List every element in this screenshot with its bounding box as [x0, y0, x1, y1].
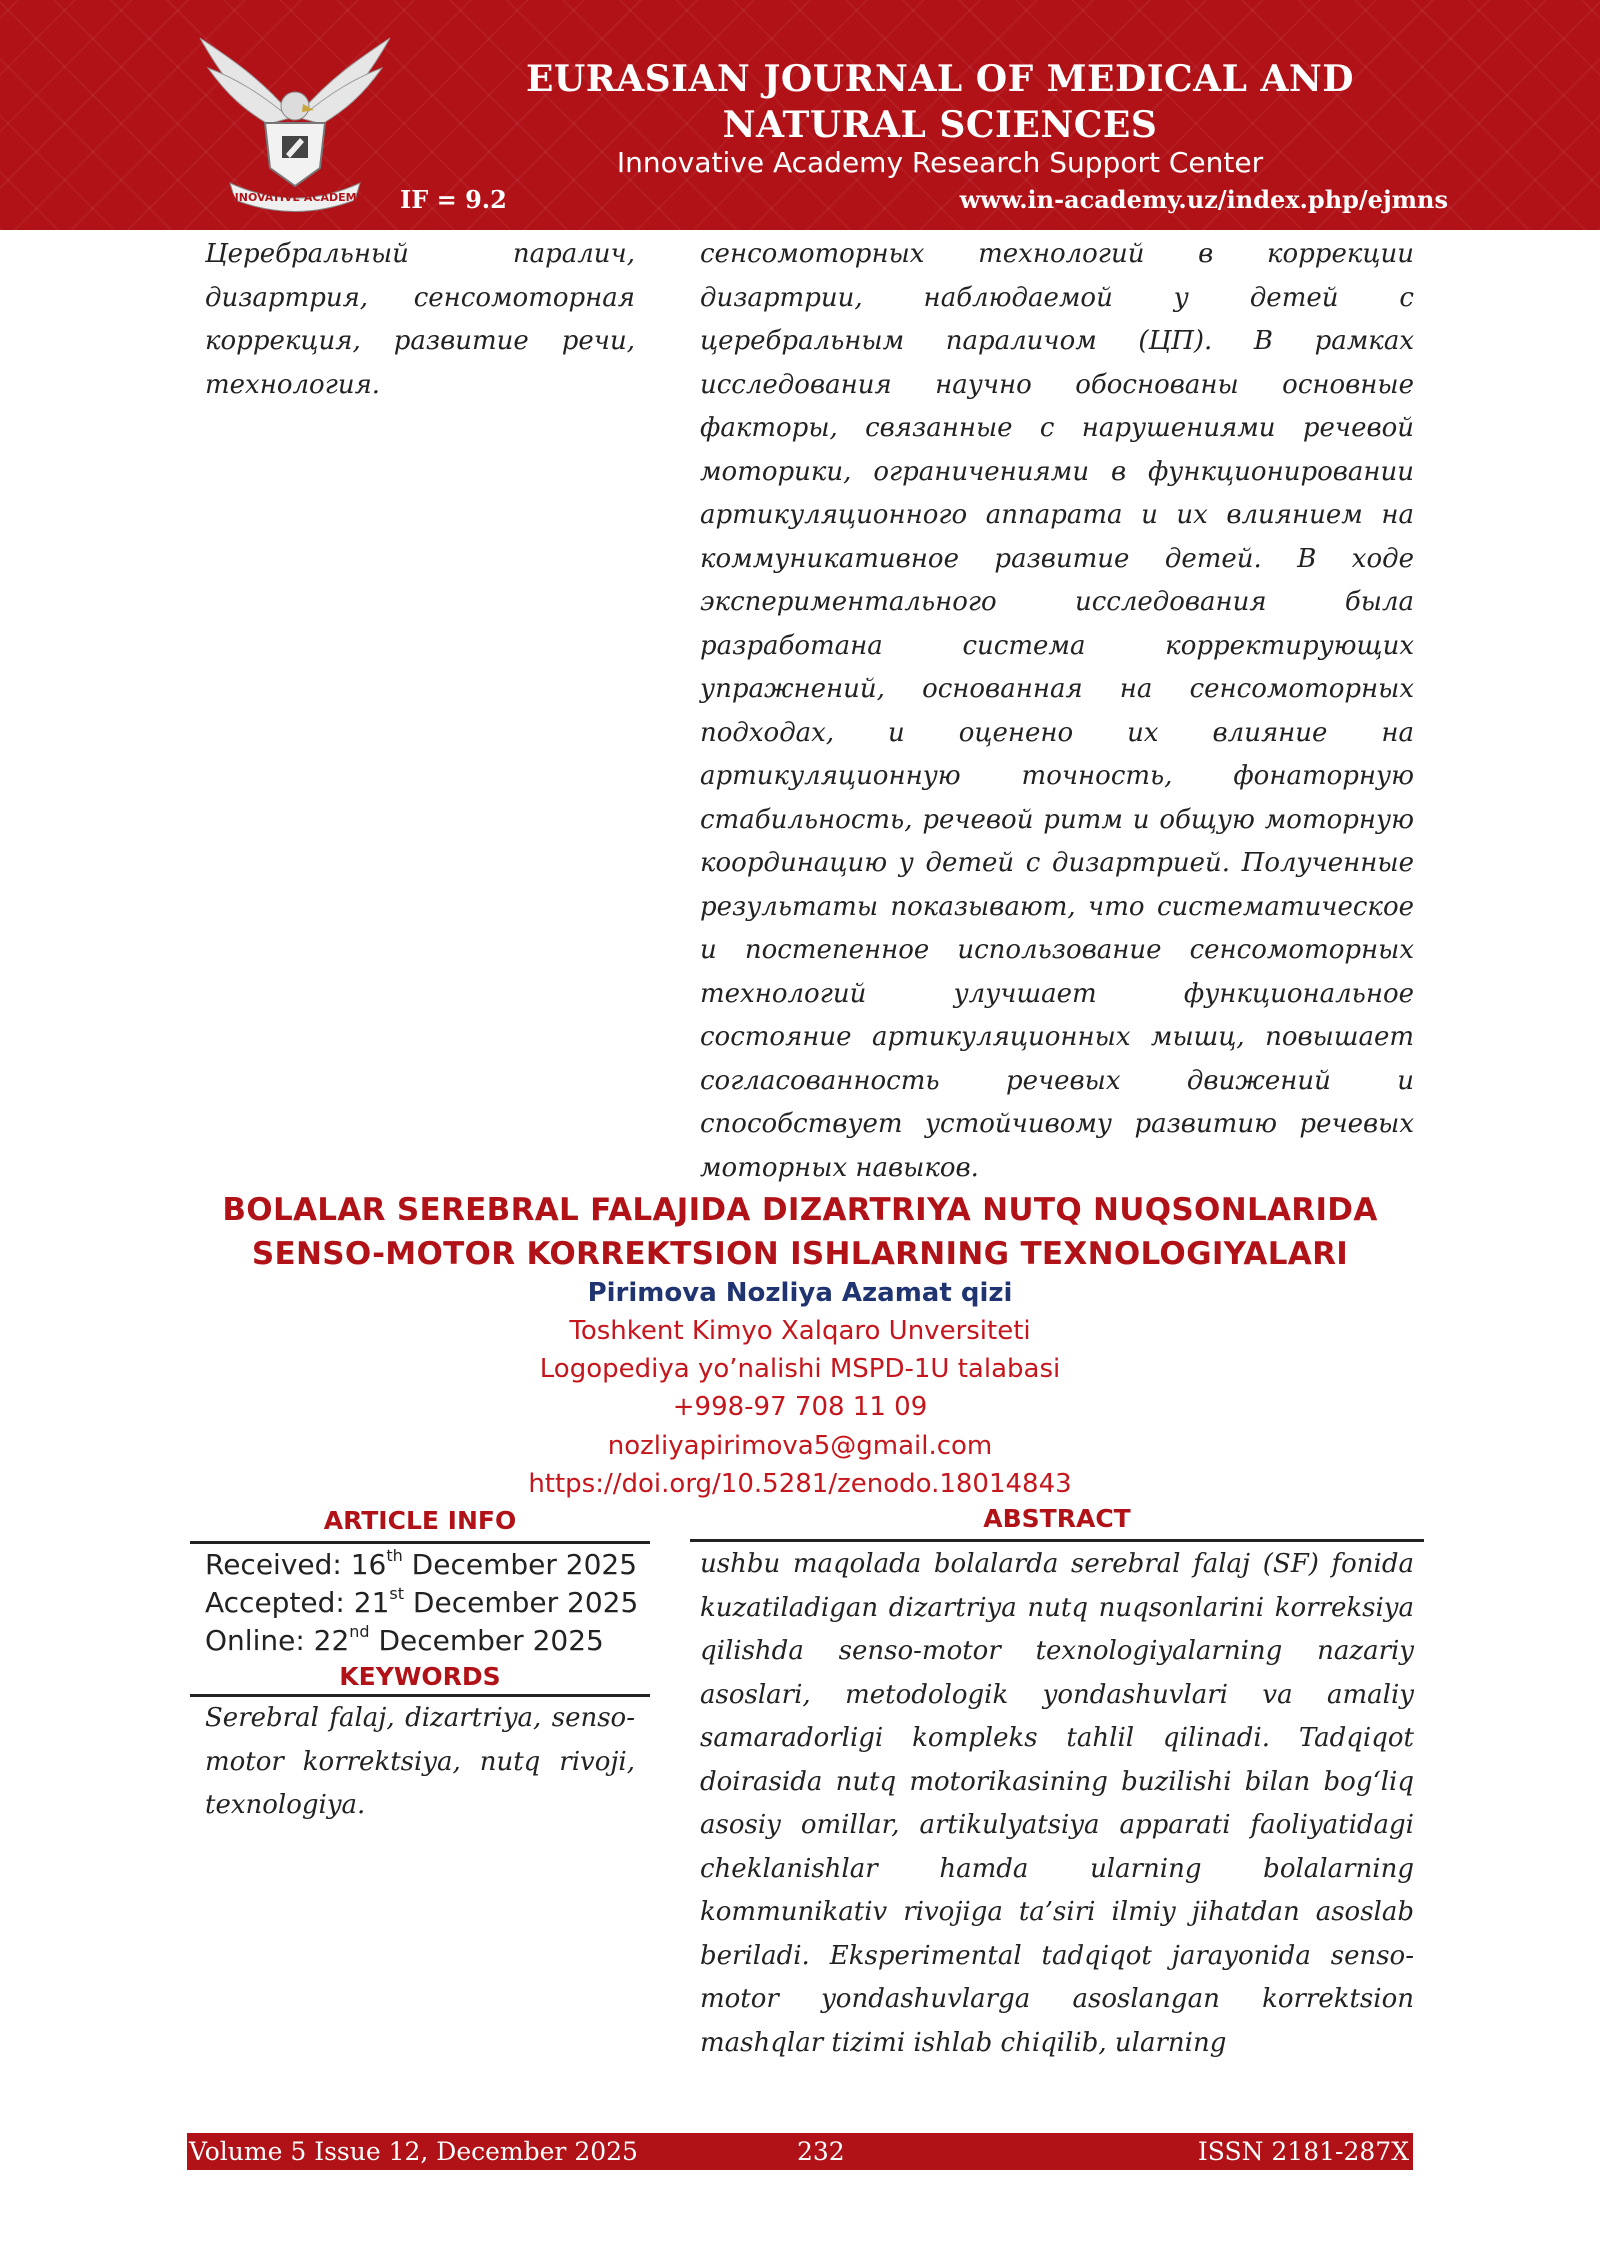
footer-page-number: 232 [797, 2137, 845, 2166]
article-info-rule [190, 1541, 650, 1544]
online-date: Online: 22nd December 2025 [205, 1622, 604, 1657]
author-program: Logopediya yo’nalishi MSPD-1U talabasi [539, 1354, 1061, 1384]
footer-issn: ISSN 2181-287X [1197, 2137, 1409, 2166]
impact-factor: IF = 9.2 [400, 185, 507, 214]
footer-volume: Volume 5 Issue 12, December 2025 [189, 2137, 638, 2166]
article-title [160, 1188, 1440, 1276]
innovative-academy-logo [190, 18, 400, 218]
article-info-heading: ARTICLE INFO [323, 1506, 517, 1535]
keywords-uzbek: Serebral falaj, dizartriya, senso-motor korrektsiya, nutq rivoji, texnologiya. [205, 1703, 635, 1820]
author-email-link[interactable]: nozliyapirimova5@gmail.com [607, 1431, 993, 1461]
journal-title [480, 56, 1400, 148]
keywords-heading: KEYWORDS [339, 1662, 501, 1691]
article-title-line2: SENSO-MOTOR KORREKTSION ISHLARNING TEXNOLOGIYALARI [251, 1236, 1349, 1272]
received-date: Received: 16th December 2025 [205, 1546, 638, 1581]
doi-link[interactable]: https://doi.org/10.5281/zenodo.18014843 [528, 1469, 1072, 1499]
accepted-date: Accepted: 21st December 2025 [205, 1584, 639, 1619]
svg-text:INNOVATIVE ACADEMY: INNOVATIVE ACADEMY [225, 191, 365, 204]
journal-title-line1: EURASIAN JOURNAL OF MEDICAL AND [525, 58, 1355, 100]
author-affiliation: Toshkent Kimyo Xalqaro Unversiteti [569, 1316, 1031, 1346]
author-name: Pirimova Nozliya Azamat qizi [587, 1278, 1013, 1308]
journal-subtitle: Innovative Academy Research Support Center [616, 146, 1264, 179]
journal-title-line2: NATURAL SCIENCES [722, 104, 1158, 146]
journal-header-banner [0, 0, 1600, 230]
page-footer [187, 2133, 1413, 2170]
keywords-russian: Церебральный паралич, дизартрия, сенсомоторная коррекция, развитие речи, технология. [205, 239, 635, 400]
article-title-line1: BOLALAR SEREBRAL FALAJIDA DIZARTRIYA NUTQ NUQSONLARIDA [222, 1192, 1378, 1228]
journal-url-link[interactable]: www.in-academy.uz/index.php/ejmns [959, 185, 1448, 214]
abstract-uzbek: ushbu maqolada bolalarda serebral falaj (SF) fonida kuzatiladigan dizartriya nutq nuqsonlarini korreksiya qilishda senso-motor texnologiyalarning nazariy asoslari, metodologik yondashuvlari va amaliy samaradorligi kompleks tahlil qilinadi. Tadqiqot doirasida nutq motorikasining buzilishi bilan bog‘liq asosiy omillar, artikulyatsiya apparati faoliyatidagi cheklanishlar hamda ularning bolalarning kommunikativ rivojiga ta’siri ilmiy jihatdan asoslab beriladi. Eksperimental tadqiqot jarayonida senso-motor yondashuvlarga asoslangan korrektsion mashqlar tizimi ishlab chiqilib, ularning [700, 1549, 1414, 2058]
author-phone: +998-97 708 11 09 [672, 1392, 928, 1422]
abstract-russian: сенсомоторных технологий в коррекции дизартрии, наблюдаемой у детей с церебральным параличом (ЦП). В рамках исследования научно обоснованы основные факторы, связанные с нарушениями речевой моторики, ограничениями в функционировании артикуляционного аппарата и их влиянием на коммуникативное развитие детей. В ходе экспериментального исследования была разработана система корректирующих упражнений, основанная на сенсомоторных подходах, и оценено их влияние на артикуляционную точность, фонаторную стабильность, речевой ритм и общую моторную координацию у детей с дизартрией. Полученные результаты показывают, что систематическое и постепенное использование сенсомоторных технологий улучшает функциональное состояние артикуляционных мышц, повышает согласованность речевых движений и способствует устойчивому развитию речевых моторных навыков. [700, 239, 1414, 1183]
abstract-heading: ABSTRACT [983, 1504, 1131, 1533]
abstract-rule [690, 1539, 1424, 1542]
